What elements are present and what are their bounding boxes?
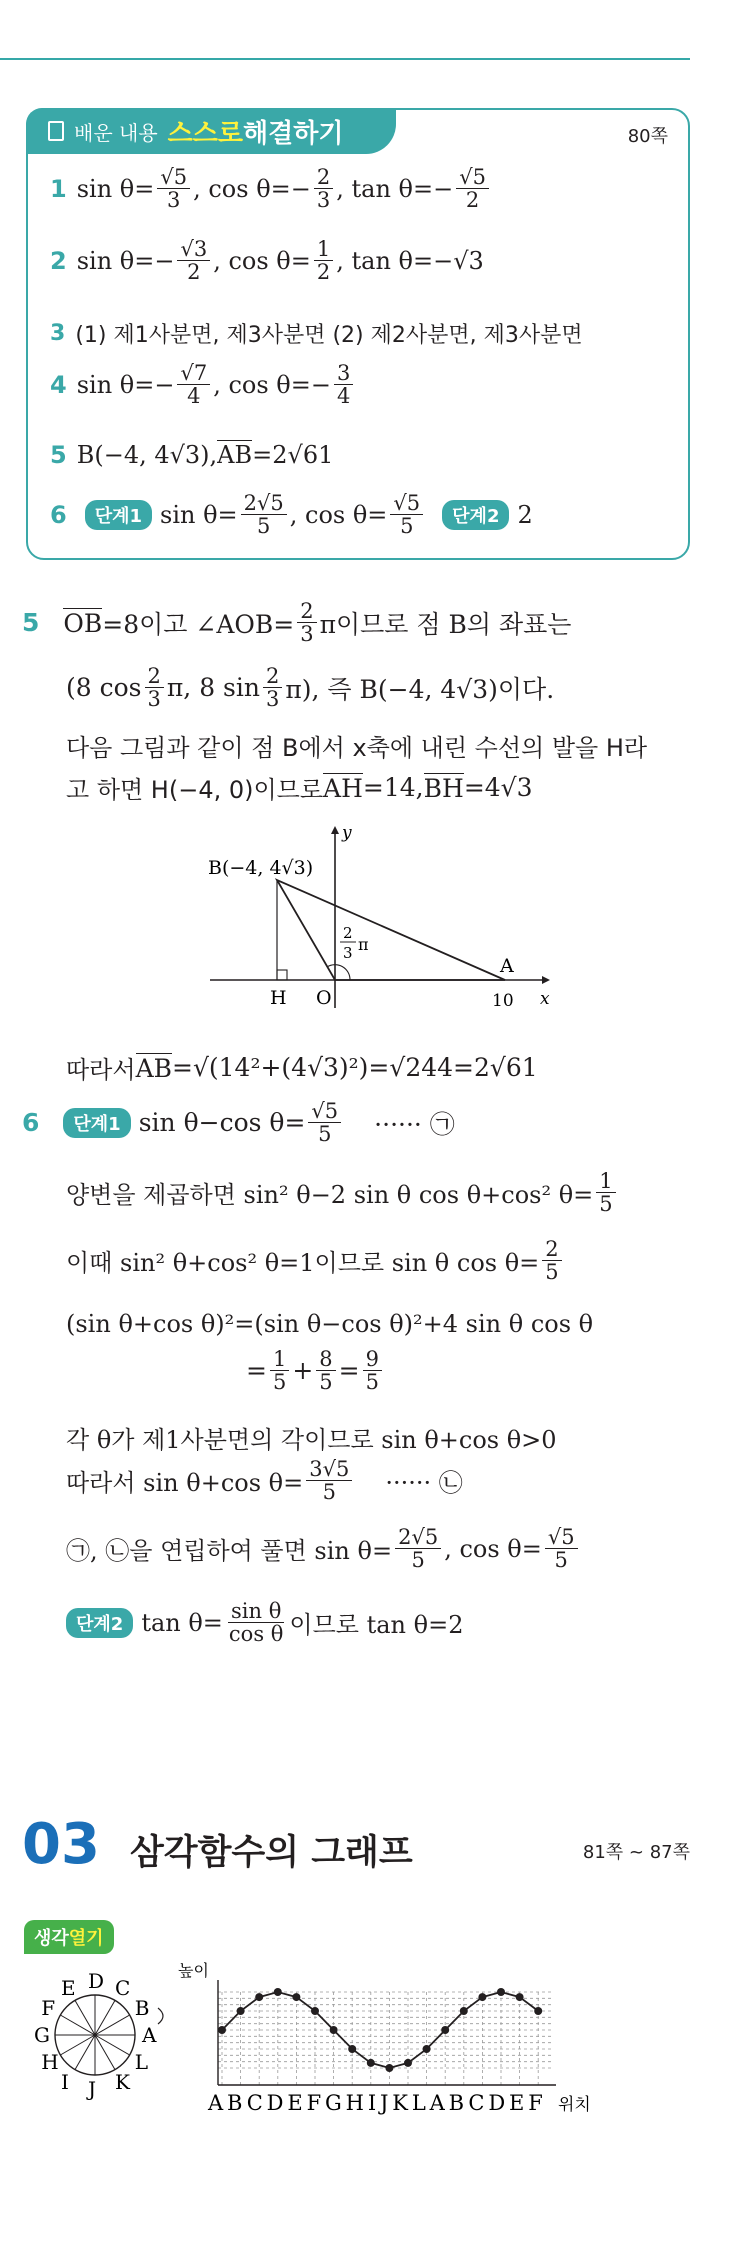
answer-4 [50, 362, 356, 407]
answer-2 [50, 238, 484, 283]
sol6-line5 [246, 1348, 385, 1393]
curve-point [516, 1993, 524, 2001]
text: (8 cos [66, 673, 142, 703]
problem-number: 5 [22, 608, 40, 638]
wheel-point-label: J [88, 2077, 97, 2101]
wheel-point-label: B [134, 1996, 150, 2020]
box-title-rest: 해결하기 [243, 118, 344, 149]
section-number: 03 [22, 1812, 100, 1877]
y-axis-arrow [331, 826, 339, 834]
triangle-AOB [277, 880, 505, 980]
right-angle-mark [277, 970, 287, 980]
answer-5 [50, 440, 333, 469]
sol6-line9 [66, 1600, 463, 1645]
fraction [177, 362, 210, 407]
denominator: 4 [336, 384, 351, 409]
text: =√(14²+(4√3)²)=√244=2√61 [172, 1053, 538, 1082]
curve-point [330, 2026, 338, 2034]
numerator: 3√5 [306, 1458, 352, 1481]
numerator: 1 [596, 1170, 615, 1193]
fraction [456, 166, 489, 211]
text: = [338, 1356, 360, 1386]
wheel-point-label: F [41, 1996, 56, 2020]
denominator: 2 [465, 188, 480, 213]
fraction [314, 238, 333, 283]
numerator: 1 [270, 1348, 289, 1371]
fraction [306, 1458, 352, 1503]
wheel-point-label: G [34, 2023, 50, 2047]
sol6-line2 [66, 1170, 619, 1215]
box-title-prefix: 배운 내용 [74, 120, 158, 145]
think-badge-a: 생각 [34, 1928, 69, 1949]
sol5-line5 [66, 1050, 538, 1085]
denominator: 2 [316, 260, 331, 285]
numerator: 2 [263, 665, 282, 688]
fraction [270, 1348, 289, 1393]
sol5-line2 [66, 665, 554, 710]
answer-1 [50, 166, 492, 211]
numerator: √3 [177, 238, 210, 261]
text: tan θ= [141, 1608, 223, 1637]
x-axis-arrow [542, 976, 550, 984]
denominator: 3 [265, 687, 280, 712]
text: π), 즉 B(−4, 4√3)이다. [285, 674, 555, 704]
step-badge: 단계2 [66, 1608, 133, 1638]
curve-point [497, 1988, 505, 1996]
denominator: 5 [411, 1548, 425, 1573]
coordinate-figure [200, 818, 560, 1028]
position-letters: ABCDEFGHIJKLABCDEF [208, 2091, 543, 2115]
height-grid [218, 1992, 554, 2085]
numerator: 9 [363, 1348, 382, 1371]
step-badge: 단계1 [85, 500, 152, 530]
text: 2 [517, 500, 533, 529]
curve-point [255, 1993, 263, 2001]
angle-pi: π [358, 935, 369, 954]
text: , cos θ= [289, 500, 388, 529]
problem-number: 6 [22, 1108, 40, 1138]
text: 따라서 sin θ+cos θ= [66, 1469, 304, 1498]
answer-number: 3 [50, 321, 66, 346]
text: B(−4, 4√3), [76, 440, 218, 469]
wheel-point-label: L [134, 2050, 149, 2074]
text: sin θ=− [76, 370, 175, 399]
ferris-wheel-graph [0, 1950, 754, 2130]
numerator: √5 [157, 166, 190, 189]
angle-denominator: 3 [343, 944, 353, 962]
wheel-point-label: K [115, 2069, 130, 2094]
fraction [241, 492, 287, 537]
text: (1) 제1사분면, 제3사분면 (2) 제2사분면, 제3사분면 [75, 323, 583, 348]
sol6-line7 [66, 1458, 463, 1503]
text: sin θ= [76, 174, 155, 203]
text: 양변을 제곱하면 sin² θ−2 sin θ cos θ+cos² θ= [66, 1181, 594, 1210]
box-title-highlight: 스스로 [167, 118, 243, 149]
text: = [246, 1356, 267, 1386]
answer-number: 6 [50, 500, 67, 529]
self-solve-box [26, 108, 690, 560]
sol6-line6: 각 θ가 제1사분면의 각이므로 sin θ+cos θ>0 [66, 1426, 557, 1454]
text: , tan θ=−√3 [336, 246, 484, 275]
denominator: 4 [187, 384, 201, 409]
curve-point [423, 2045, 431, 2053]
segment-label: BH [423, 773, 464, 803]
angle-numerator: 2 [343, 924, 353, 942]
denominator: 3 [147, 687, 161, 712]
top-divider [0, 58, 690, 60]
text: ······ ㉠ [374, 1109, 455, 1139]
answer-6 [50, 492, 533, 537]
text: + [292, 1356, 314, 1386]
curve-point [478, 1993, 486, 2001]
text: =4√3 [463, 773, 533, 802]
notebook-icon [48, 121, 64, 141]
sol5-line3: 다음 그림과 같이 점 B에서 x축에 내린 수선의 발을 H라 [66, 734, 648, 762]
denominator: 3 [167, 188, 181, 213]
wheel-point-label: D [88, 1969, 105, 1993]
numerator: 1 [314, 238, 333, 261]
x-label: x [540, 989, 550, 1009]
text: ㉠, ㉡을 연립하여 풀면 sin θ= [66, 1537, 393, 1566]
denominator: 5 [400, 514, 414, 539]
sol5-line1 [22, 600, 571, 645]
numerator: 2√5 [395, 1526, 441, 1549]
text: , cos θ=− [193, 174, 311, 203]
numerator: √5 [390, 492, 423, 515]
curve-point [441, 2026, 449, 2034]
sol6-line3 [66, 1238, 565, 1283]
text: =8이고 ∠AOB= [102, 609, 295, 639]
fraction [316, 1348, 335, 1393]
denominator: 5 [599, 1192, 613, 1217]
numerator: √5 [545, 1526, 578, 1549]
wheel-point-label: I [61, 2069, 69, 2094]
point-H-label: H [270, 987, 287, 1009]
fraction [145, 665, 164, 710]
text: , cos θ= [444, 1534, 542, 1563]
segment-label: AH [323, 773, 363, 803]
fraction [596, 1170, 615, 1215]
curve-point [460, 2007, 468, 2015]
text: π이므로 점 B의 좌표는 [319, 609, 572, 639]
sol6-line4: (sin θ+cos θ)²=(sin θ−cos θ)²+4 sin θ cos θ [66, 1310, 594, 1338]
answer-number: 4 [50, 370, 67, 399]
denominator: 3 [300, 622, 314, 647]
text: 고 하면 H(−4, 0)이므로 [66, 776, 324, 804]
tick-10-label: 10 [492, 991, 514, 1011]
sol5-line4 [66, 770, 533, 805]
fraction [314, 166, 333, 211]
text: sin θ= [160, 500, 238, 529]
denominator: 5 [257, 514, 271, 539]
denominator: 5 [272, 1370, 287, 1395]
numerator: √5 [456, 166, 489, 189]
denominator: 5 [554, 1548, 568, 1573]
denominator: 3 [316, 188, 331, 213]
wheel-point-label: A [142, 2023, 157, 2047]
text: =2√61 [252, 440, 334, 469]
wheel-point-label: H [41, 2050, 59, 2074]
answer-number: 1 [50, 174, 67, 203]
text: 이므로 tan θ=2 [289, 1611, 464, 1640]
y-label: y [342, 823, 352, 843]
text: 따라서 [66, 1056, 136, 1084]
text: , cos θ=− [213, 370, 331, 399]
fraction [542, 1238, 561, 1283]
section-title: 삼각함수의 그래프 [130, 1833, 413, 1873]
step-badge: 단계2 [442, 500, 509, 530]
curve-point [385, 2064, 393, 2072]
text: sin θ−cos θ= [138, 1108, 306, 1138]
numerator: 8 [316, 1348, 335, 1371]
numerator: 2 [297, 600, 316, 623]
text: , tan θ=− [336, 174, 454, 203]
text: ······ ㉡ [385, 1469, 463, 1498]
point-B-label: B(−4, 4√3) [208, 857, 314, 879]
curve-point [218, 2026, 226, 2034]
text: sin θ=− [76, 246, 175, 275]
fraction [363, 1348, 382, 1393]
wheel-point-label: C [115, 1976, 131, 2001]
fraction [308, 1100, 341, 1145]
step-badge: 단계1 [63, 1108, 130, 1138]
denominator: 5 [545, 1260, 559, 1285]
curve-point [274, 1988, 282, 1996]
segment-label: OB [63, 608, 103, 638]
fraction [157, 166, 190, 211]
fraction [263, 665, 282, 710]
answer-number: 5 [50, 440, 67, 469]
numerator: √7 [177, 362, 210, 385]
fraction [390, 492, 423, 537]
position-label: 위치 [558, 2095, 591, 2115]
denominator: 5 [319, 1370, 333, 1395]
numerator: 2 [145, 665, 164, 688]
curve-point [237, 2007, 245, 2015]
curve-point [348, 2045, 356, 2053]
numerator: √5 [308, 1100, 341, 1123]
curve-point [292, 1993, 300, 2001]
curve-point [404, 2059, 412, 2067]
think-badge [24, 1920, 114, 1954]
numerator: 2 [542, 1238, 561, 1261]
text: π, 8 sin [166, 673, 260, 703]
section-pages: 81쪽 ~ 87쪽 [582, 1842, 690, 1863]
rotation-arrow [158, 2008, 163, 2024]
answer-number: 2 [50, 246, 67, 275]
wheel-point-label: E [61, 1976, 76, 2001]
fraction [395, 1526, 441, 1571]
segment-label: AB [217, 441, 253, 469]
sol6-line1 [22, 1100, 455, 1145]
numerator: 2 [314, 166, 333, 189]
fraction [226, 1600, 287, 1645]
point-O-label: O [316, 987, 332, 1009]
denominator: cos θ [228, 1622, 284, 1647]
numerator: 2√5 [241, 492, 287, 515]
segment-label: AB [135, 1053, 172, 1083]
curve-point [311, 2007, 319, 2015]
box-page-ref: 80쪽 [627, 126, 668, 147]
denominator: 5 [322, 1480, 336, 1505]
fraction [297, 600, 316, 645]
ferris-wheel [34, 1969, 157, 2101]
text: =14, [362, 773, 424, 802]
height-label: 높이 [178, 1961, 209, 1980]
answer-3 [50, 318, 583, 349]
text: , cos θ= [213, 246, 311, 275]
denominator: 2 [187, 260, 201, 285]
curve-point [367, 2059, 375, 2067]
denominator: 5 [365, 1370, 379, 1395]
sol6-line8 [66, 1526, 581, 1571]
fraction [177, 238, 210, 283]
denominator: 5 [318, 1122, 332, 1147]
text: 이때 sin² θ+cos² θ=1이므로 sin θ cos θ= [66, 1249, 540, 1278]
think-badge-b: 열기 [68, 1928, 104, 1949]
numerator: 3 [334, 362, 353, 385]
fraction [334, 362, 353, 407]
point-A-label: A [500, 955, 514, 977]
numerator: sin θ [228, 1600, 284, 1623]
fraction [545, 1526, 578, 1571]
curve-point [534, 2007, 542, 2015]
box-title [26, 108, 396, 154]
